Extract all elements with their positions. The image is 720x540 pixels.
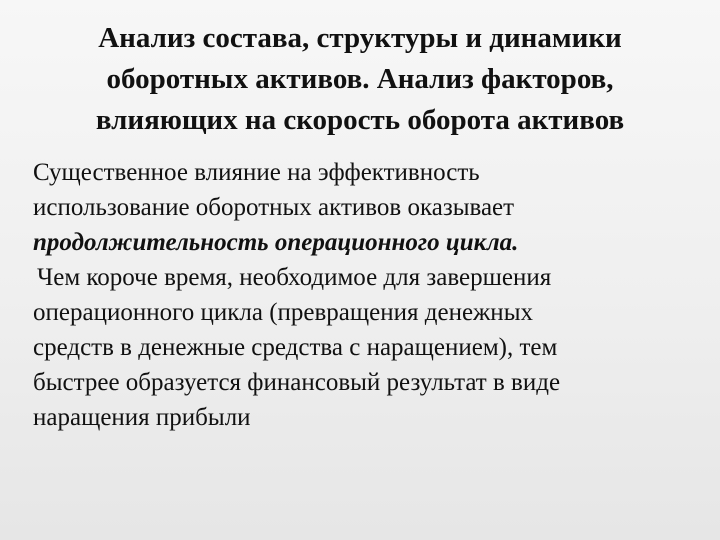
paragraph-1-line: Существенное влияние на эффективность <box>33 159 480 186</box>
paragraph-1-line: использование оборотных активов оказывает <box>33 194 515 221</box>
paragraph-2-line: быстрее образуется финансовый результат в виде <box>33 369 561 396</box>
paragraph-2-line: Чем короче время, необходимое для завершения <box>37 264 552 291</box>
title-line: оборотных активов. Анализ факторов, <box>106 63 614 95</box>
paragraph-2-line: операционного цикла (превращения денежных <box>33 299 533 326</box>
slide-body <box>33 155 703 435</box>
emphasis-text: продолжительность операционного цикла. <box>33 229 519 256</box>
paragraph-2-line: средств в денежные средства с наращением), тем <box>33 334 558 361</box>
paragraph-2 <box>33 260 703 435</box>
paragraph-1 <box>33 155 703 260</box>
paragraph-2-line: наращения прибыли <box>33 404 251 431</box>
slide-title <box>0 18 720 141</box>
title-line: влияющих на скорость оборота активов <box>95 104 625 136</box>
title-line: Анализ состава, структуры и динамики <box>98 22 622 54</box>
